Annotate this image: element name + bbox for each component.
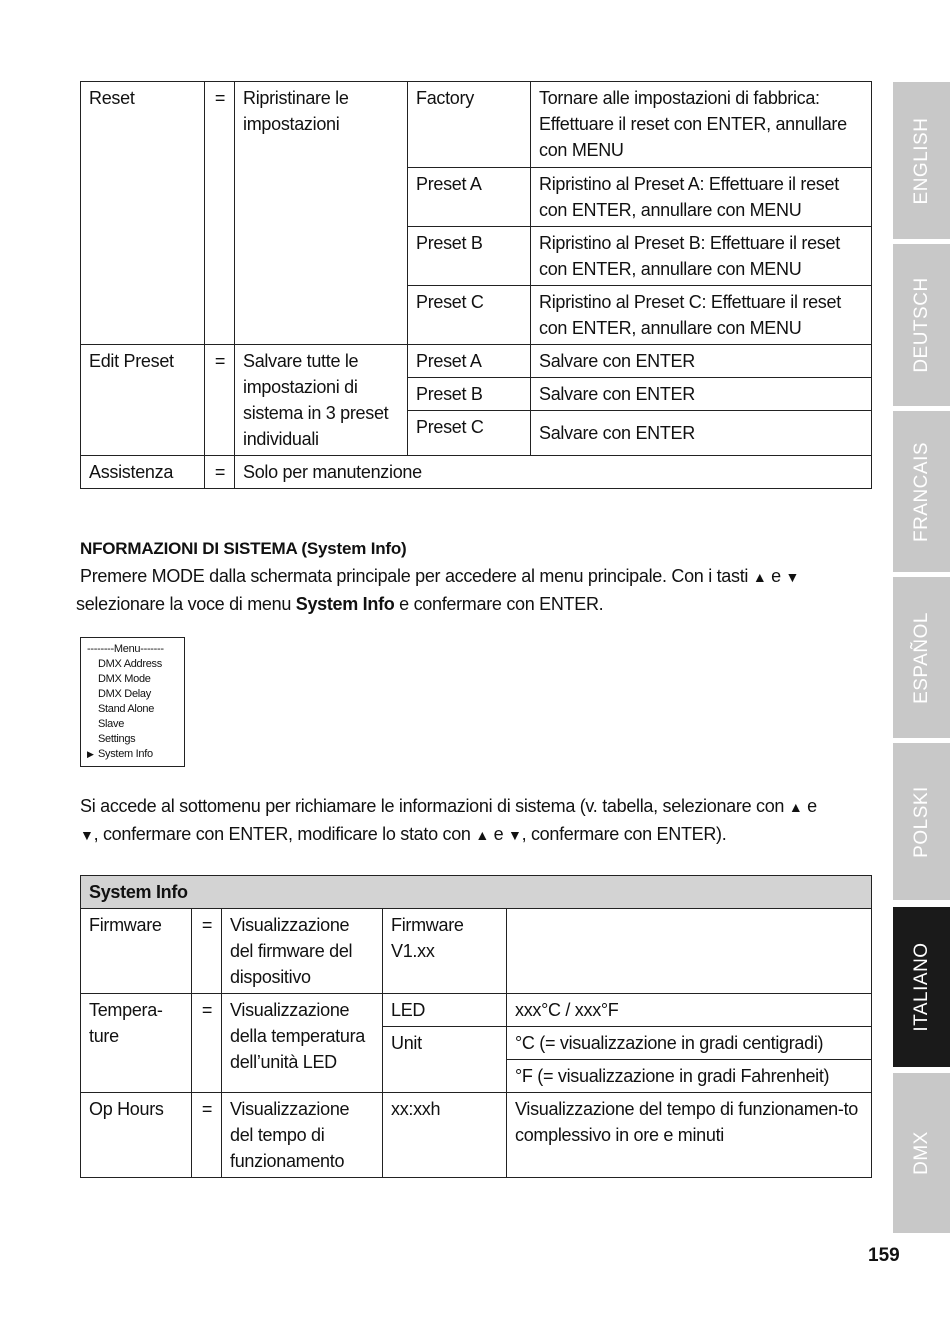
value-firmware: Firmware V1.xx [383,909,507,994]
option-name: Preset A [408,345,531,378]
para-text: e [802,796,817,816]
desc-assistenza: Solo per manutenzione [235,456,872,489]
up-arrow-icon: ▲ [475,827,489,843]
option-text: Salvare con ENTER [531,411,872,456]
text-op-hours: Visualizzazione del tempo di funzionamen-to complessivo in ore e minuti [507,1093,872,1178]
equals-sign: = [192,1093,222,1178]
equals-sign: = [205,345,235,456]
tab-dmx[interactable] [893,1073,950,1233]
para-text: Si accede al sottomenu per richiamare le informazioni di sistema (v. tabella, selezionare con [80,796,789,816]
value-op-hours: xx:xxh [383,1093,507,1178]
tab-label: FRANCAIS [910,441,932,542]
down-arrow-icon: ▼ [785,569,800,585]
menu-item [81,672,184,687]
text-unit-fahrenheit: °F (= visualizzazione in gradi Fahrenheit) [507,1060,872,1093]
para-text: e [488,824,509,844]
option-led: LED [383,994,507,1027]
tab-label: ITALIANO [910,942,932,1032]
menu-item-label: DMX Address [98,658,162,670]
menu-item-label: DMX Mode [98,673,151,685]
text-led: xxx°C / xxx°F [507,994,872,1027]
submenu-paragraph [80,793,870,849]
menu-item [81,717,184,732]
para-bold-text: System Info [295,594,395,614]
menu-item-label: DMX Delay [98,688,151,700]
para-text: Premere MODE dalla schermata principale per accedere al menu principale. Con i tasti [80,566,753,586]
option-name: Preset C [408,286,531,345]
desc-temperature: Visualizzazione della temperatura dell’unità LED [222,994,383,1093]
desc-edit-preset: Salvare tutte le impostazioni di sistema in 3 preset individuali [235,345,408,456]
option-name: Preset B [408,227,531,286]
menu-item-label: Stand Alone [98,703,155,715]
option-text: Ripristino al Preset C: Effettuare il reset con ENTER, annullare con MENU [531,286,872,345]
desc-reset: Ripristinare le impostazioni [235,82,408,345]
param-firmware: Firmware [81,909,192,994]
down-arrow-icon: ▼ [80,827,94,843]
menu-item [81,657,184,672]
option-text: Salvare con ENTER [531,378,872,411]
page-number: 159 [868,1245,900,1266]
equals-sign: = [192,909,222,994]
param-temperature: Tempera-ture [81,994,192,1093]
menu-item [81,687,184,702]
equals-sign: = [192,994,222,1093]
param-assistenza: Assistenza [81,456,205,489]
option-text: Tornare alle impostazioni di fabbrica: Effettuare il reset con ENTER, annullare con MENU [531,82,872,168]
menu-item-label: Settings [98,733,136,745]
up-arrow-icon: ▲ [752,569,767,585]
param-edit-preset: Edit Preset [81,345,205,456]
tab-label: POLSKI [910,785,932,858]
desc-firmware: Visualizzazione del firmware del dispositivo [222,909,383,994]
option-name: Factory [408,82,531,168]
option-unit: Unit [383,1027,507,1093]
option-name: Preset B [408,378,531,411]
menu-item-label: System Info [98,748,153,760]
para-text: selezionare la voce di menu [76,594,296,614]
reset-table [80,81,872,489]
para-text: e [766,566,786,586]
option-name: Preset C [408,411,531,456]
option-text: Ripristino al Preset A: Effettuare il reset con ENTER, annullare con MENU [531,168,872,227]
menu-screen [80,637,185,767]
para-text: , confermare con ENTER, modificare lo stato con [93,824,476,844]
option-name: Preset A [408,168,531,227]
tab-label: ESPAÑOL [910,611,932,704]
menu-item-selected [81,747,184,762]
equals-sign: = [205,456,235,489]
intro-paragraph [76,563,870,618]
up-arrow-icon: ▲ [788,799,803,815]
para-text: , confermare con ENTER). [521,824,727,844]
tab-polski[interactable] [893,743,950,900]
text-unit-celsius: °C (= visualizzazione in gradi centigradi) [507,1027,872,1060]
param-op-hours: Op Hours [81,1093,192,1178]
tab-italiano[interactable] [893,907,950,1067]
tab-label: DEUTSCH [910,277,932,373]
desc-op-hours: Visualizzazione del tempo di funzionamento [222,1093,383,1178]
tab-label: DMX [910,1131,932,1175]
tab-label: ENGLISH [910,117,932,204]
tab-deutsch[interactable] [893,244,950,406]
system-info-table [80,875,872,1178]
option-text: Ripristino al Preset B: Effettuare il reset con ENTER, annullare con MENU [531,227,872,286]
option-text: Salvare con ENTER [531,345,872,378]
menu-title: --------Menu------- [87,643,164,655]
down-arrow-icon: ▼ [508,827,522,843]
tab-francais[interactable] [893,411,950,572]
para-text: e confermare con ENTER. [394,594,604,614]
text-firmware [507,909,872,994]
menu-item-label: Slave [98,718,125,730]
table-title: System Info [81,876,872,909]
menu-item [81,732,184,747]
menu-item [81,702,184,717]
param-reset: Reset [81,82,205,345]
section-heading: NFORMAZIONI DI SISTEMA (System Info) [80,539,407,558]
tab-espanol[interactable] [893,577,950,738]
equals-sign: = [205,82,235,345]
pointer-icon: ▶ [87,749,94,759]
tab-english[interactable] [893,82,950,239]
